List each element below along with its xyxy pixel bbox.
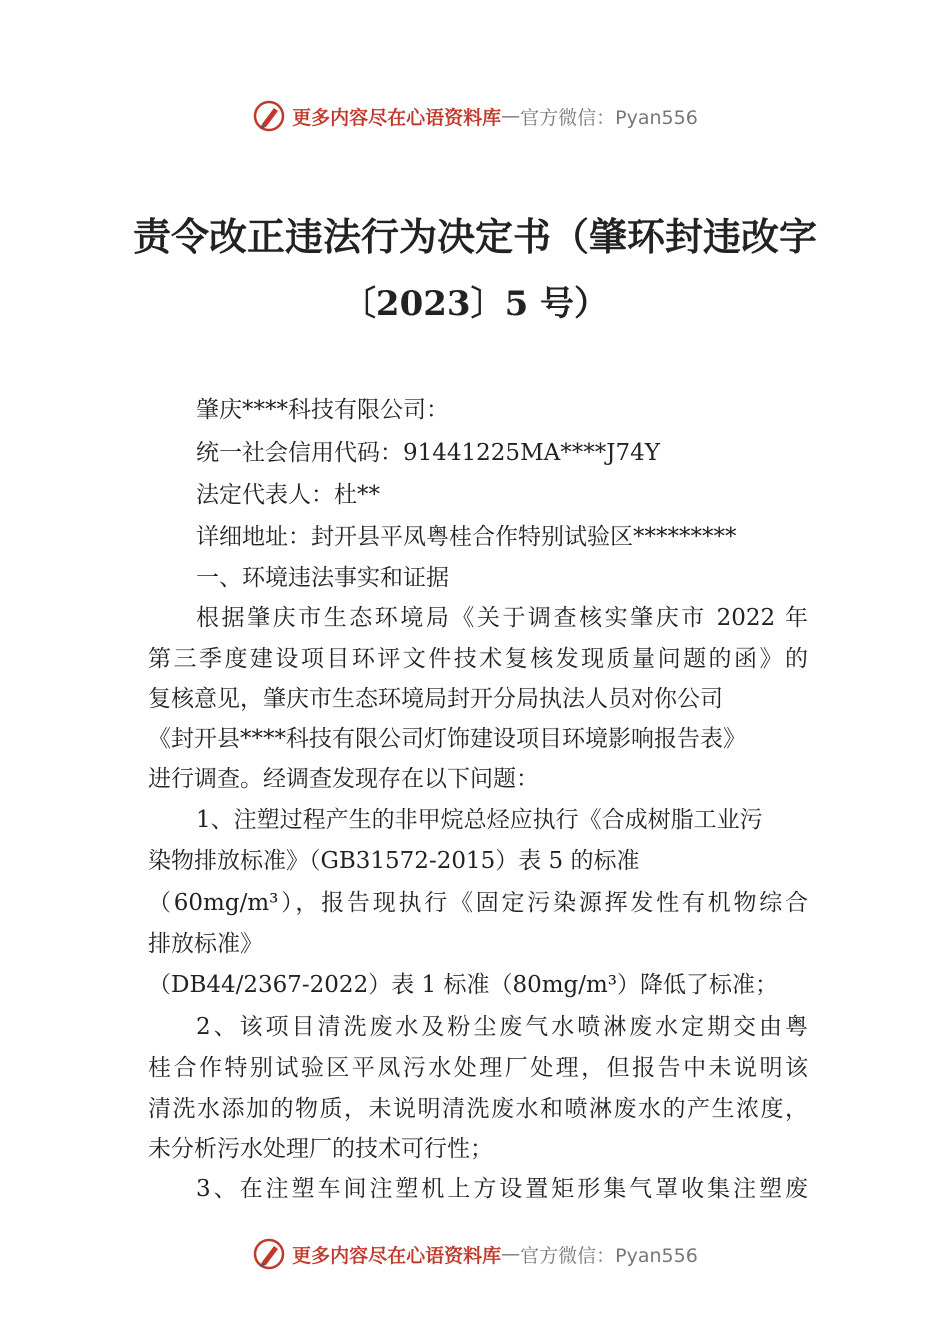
body-line: （DB44/2367-2022）表 1 标准（80mg/m³）降低了标准； [148, 972, 779, 998]
body-line: 根据肇庆市生态环境局《关于调查核实肇庆市 2022 年 [196, 605, 808, 631]
document-title-line2: 〔2023〕5 号） [341, 284, 609, 324]
watermark-bottom [0, 1234, 950, 1274]
body-line: 3、在注塑车间注塑机上方设置矩形集气罩收集注塑废 [196, 1176, 808, 1202]
watermark-top [0, 96, 950, 136]
body-line: 未分析污水处理厂的技术可行性； [148, 1136, 493, 1162]
watermark-site-text: 更多内容尽在心语资料库 [292, 106, 502, 129]
legal-representative: 法定代表人：杜** [196, 482, 380, 508]
body-line: （60mg/m³），报告现执行《固定污染源挥发性有机物综合 [148, 890, 808, 916]
credit-code: 统一社会信用代码：91441225MA****J74Y [196, 440, 660, 466]
body-line: 排放标准》 [148, 931, 263, 957]
body-line: 《封开县****科技有限公司灯饰建设项目环境影响报告表》 [148, 726, 746, 752]
company-name: 肇庆****科技有限公司： [196, 397, 449, 423]
body-line: 进行调查。经调查发现存在以下问题： [148, 766, 539, 792]
watermark-wechat-text: 官方微信：Pyan556 [520, 1244, 698, 1267]
body-line: 2、该项目清洗废水及粉尘废气水喷淋废水定期交由粤 [196, 1014, 808, 1040]
body-line: 复核意见，肇庆市生态环境局封开分局执法人员对你公司 [148, 686, 723, 712]
body-line: 第三季度建设项目环评文件技术复核发现质量问题的函》的 [148, 646, 808, 672]
watermark-dash: — [501, 105, 521, 127]
detailed-address: 详细地址：封开县平凤粤桂合作特别试验区********* [196, 524, 737, 550]
pen-logo-icon [252, 99, 286, 133]
body-line: 1、注塑过程产生的非甲烷总烃应执行《合成树脂工业污 [196, 807, 763, 833]
pen-logo-icon [252, 1237, 286, 1271]
document-title-line1: 责令改正违法行为决定书（肇环封违改字 [132, 214, 817, 259]
body-line: 桂合作特别试验区平凤污水处理厂处理，但报告中未说明该 [148, 1055, 808, 1081]
watermark-dash: — [501, 1243, 521, 1265]
section-heading: 一、环境违法事实和证据 [196, 565, 449, 591]
watermark-wechat-text: 官方微信：Pyan556 [520, 106, 698, 129]
body-line: 清洗水添加的物质，未说明清洗废水和喷淋废水的产生浓度， [148, 1096, 808, 1122]
body-line: 染物排放标准》（GB31572-2015）表 5 的标准 [148, 848, 640, 874]
watermark-site-text: 更多内容尽在心语资料库 [292, 1244, 502, 1267]
